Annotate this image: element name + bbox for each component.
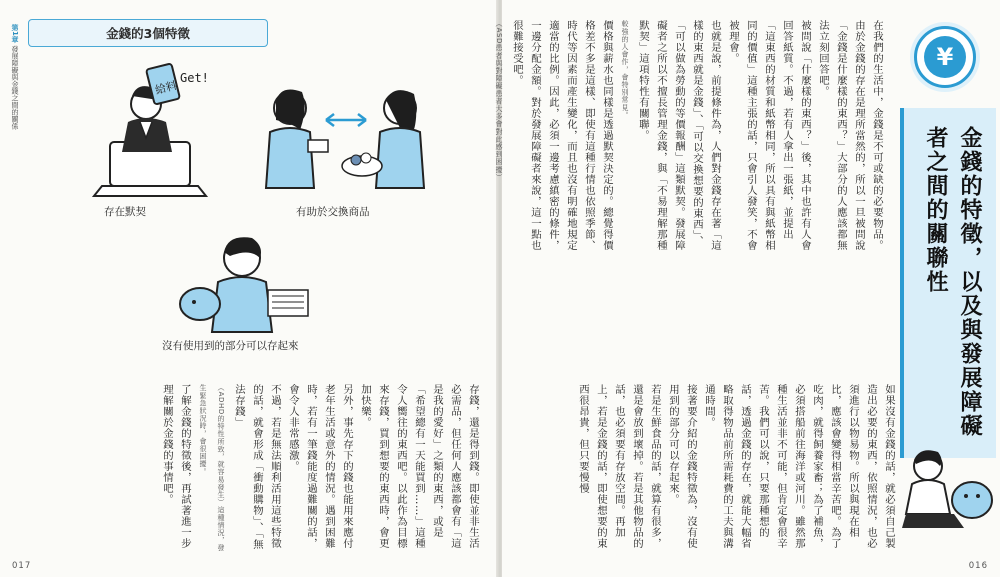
right-para-6: 接著要介紹的金錢特徵為，沒有使用到的部分可以存起來。 xyxy=(667,384,697,549)
chapter-title: 發展障礙與金錢之間的關係 xyxy=(11,45,19,130)
right-para-1: 在我們的生活中，金錢是不可或缺的必要物品。由於金錢的存在是理所當然的，所以一旦被問說「金錢是什麼樣的東西？」大部分的人應該都無法立刻回答吧。 xyxy=(817,20,883,251)
section-box-title: 金錢的3個特徵 xyxy=(28,19,268,47)
section-heading: 金錢的特徵，以及與發展障礙者之間的關聯性 xyxy=(923,126,982,438)
caption-save: 沒有使用到的部分可以存起來 xyxy=(162,340,299,352)
left-para-1: 存錢，還是得到錢。即使並非生活必需品，但任何人應該都會有「這是我的愛好」之類的東西，或是「希望總有一天能買到……」這種令人嚮往的東西吧。以此作為目標來存錢，買到想要的東西時，會更加快樂。 xyxy=(359,384,479,549)
chapter-number: 第1章 xyxy=(11,24,19,43)
saving-illustration xyxy=(170,228,320,338)
right-page xyxy=(495,0,1000,577)
right-para-5: 如果沒有金錢的話，就必須自己製造出必要的東西，依照情況，也必須進行以物易物。所以與現在相比，應該會變得相當辛苦吧。為了吃肉，就得飼養家畜；為了補魚，必須搭船前往海洋或河川。雖然那種生活並非不可能，但肯定會很辛苦。我們可以說，只要那種想的話，透過金錢的存在，就能大幅省略取得物品前所需耗費的工夫與溝通時間。 xyxy=(703,384,895,549)
salary-text: 給料 xyxy=(153,78,179,97)
right-para-2: 被問說「什麼樣的東西？」後，其中也許有人會回答紙質。不過，若有人拿出一張紙，並提出「這東西的材質和紙幣相同，所以具有與紙幣相同的價值」這種主張的話，只會引人發笑，不會被理會。 xyxy=(727,20,811,251)
chapter-side-tab xyxy=(4,24,20,129)
left-para-note: （ADHD的特性所致，就容易發生）這種情況，發生緊急狀況時，會很困擾。 xyxy=(199,384,225,552)
yen-symbol: ¥ xyxy=(924,36,966,78)
get-text: Get! xyxy=(180,71,209,85)
left-para-5: 了解金錢的特徵後，再試著進一步理解關於金錢的事情吧。 xyxy=(161,384,191,549)
left-para-2: 另外，事先存下的錢也能用來應付老年生活或意外的情況。遇到困難時，若有一筆錢能度過難關的話，會令人非常感激。 xyxy=(287,384,353,549)
caption-exchange: 有助於交換商品 xyxy=(296,206,370,218)
page-number-right: 016 xyxy=(968,561,988,571)
left-page xyxy=(0,0,498,577)
right-note-2: （ASD患者與對障礙患者大多會對此感到困擾） xyxy=(495,20,503,181)
laptop-money-illustration xyxy=(88,52,218,202)
exchange-illustration xyxy=(250,70,440,210)
section-heading-block xyxy=(900,8,992,438)
page-number-left: 017 xyxy=(12,561,32,571)
right-para-7: 若是生鮮食品的話，就算有很多，還是會放到壞掉。若是其他物品的話，也必須要有存放空間。再加上，若是金錢的話，即使想要的東西很昂貴，但只要慢慢 xyxy=(577,384,661,549)
sitting-person-illustration xyxy=(894,436,998,540)
caption-stored: 存在默契 xyxy=(104,206,146,218)
right-para-3: 也就是說，前提條件為，人們對金錢存在著「這樣的東西就是金錢」、「可以交換想要的東西」、「可以做為勞動的等價報酬」這類默契。發展障礙者之所以不擅長管理金錢，與「不易理解那種默契」這項特性有關聯。 xyxy=(637,20,721,251)
left-para-3: 不過，若是無法順利活用這些特徵的話，就會形成「衝動購物」、「無法存錢」 xyxy=(233,384,281,550)
right-note-1: 較強的人會作，會特別常見。 xyxy=(621,20,629,119)
right-body-top xyxy=(495,20,886,260)
right-body-bottom xyxy=(542,384,898,554)
yen-icon xyxy=(914,26,976,88)
right-para-4: 價格與薪水也同樣是透過默契決定的。總覺得價格差不多是這樣、即使有這種行情也依照季節、時代等因素而產生變化，而且也沒有明確地規定適當的比例。因此，必須一邊考慮縝密的條件，一邊分配金額。對於發展障礙者來說，這一點也很難接受吧。 xyxy=(511,20,613,251)
left-body-text xyxy=(140,384,482,554)
